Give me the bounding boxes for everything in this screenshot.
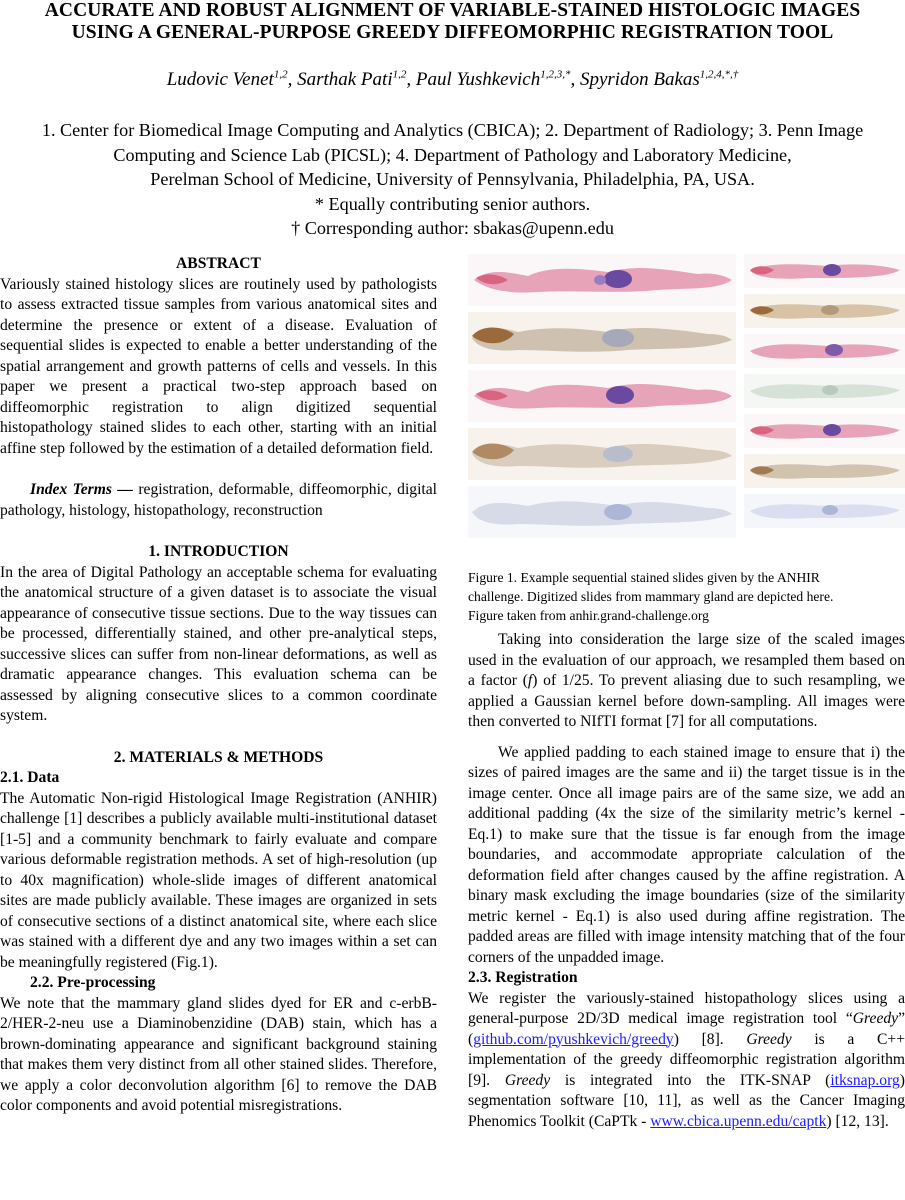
author: Paul Yushkevich$^{1,2,3,*}$,: [415, 68, 580, 90]
slide-row-dab-2: [468, 428, 736, 480]
resampling-paragraph: Taking into consideration the large size of the scaled images used in the evaluation of our approach, we resampled them based on a factor (f) of 1/25. To prevent aliasing due to such resampling, we applied a Gaussian kernel before down-sampling. All images were then converted to NIfTI format [7] for all computations.: [468, 631, 905, 730]
itksnap-link[interactable]: itksnap.org: [830, 1071, 900, 1089]
intro-heading: 1. INTRODUCTION: [148, 543, 289, 560]
index-terms-text: registration, deformable, diffeomorphic, digital pathology, histology, histopathology, reconstruction: [0, 481, 437, 519]
affiliation-line: Perelman School of Medicine, University of Pennsylvania, Philadelphia, PA, USA.: [150, 169, 755, 190]
captk-link[interactable]: www.cbica.upenn.edu/captk: [650, 1112, 827, 1130]
slide-thumb-he-2: [744, 334, 905, 368]
right-column: [468, 630, 905, 1132]
preproc-text: We note that the mammary gland slides dyed for ER and c-erbB-2/HER-2-neu use a Diaminobenzidine (DAB) stain, which has a brown-dominating appearance and significant background staining that makes them very distinct from all other stained slides. Therefore, we apply a color deconvolution algorithm [6] to remove the DAB color components and avoid potential misregistrations.: [0, 994, 437, 1114]
affiliation-line: Computing and Science Lab (PICSL); 4. Department of Pathology and Laboratory Medicine,: [113, 144, 792, 165]
figure-1-caption: [468, 568, 905, 625]
author: Sarthak Pati$^{1,2}$,: [297, 68, 416, 90]
left-column: [0, 254, 437, 1117]
abstract-text: Variously stained histology slices are routinely used by pathologists to assess extracted tissue samples from various anatomical sites and determine the presence or extent of a disease. Evaluation of sequential slides is expected to enable a better understanding of the spatial arrangement and growth patterns of cells and vessels. In this paper we present a practical two-step approach based on diffeomorphic registration to align digitized sequential histopathology stained slides to each other, starting with an initial affine step followed by the estimation of a detailed deformation field.: [0, 275, 437, 457]
slide-thumb-dab-2: [744, 454, 905, 488]
slide-thumb-faint-green: [744, 374, 905, 408]
intro-text: In the area of Digital Pathology an acceptable schema for evaluating the anatomical structure of a given dataset is to associate the visual appearance of consecutive tissue sections. Due to the way tissues can be processed, differentially stained, and other pre-analytical steps, successive slices can suffer from non-linear deformations, as well as dramatic appearance changes. This evaluation schema can be assessed by aligning consecutive slices to a common coordinate system.: [0, 563, 437, 724]
slide-row-faint-1: [468, 486, 736, 538]
affiliations: [0, 118, 905, 241]
data-heading: 2.1. Data: [0, 769, 60, 786]
slide-thumb-he: [744, 254, 905, 288]
slide-thumb-he-3: [744, 414, 905, 448]
slide-thumb-dab: [744, 294, 905, 328]
author: Ludovic Venet$^{1,2}$,: [166, 68, 298, 90]
caption-line: Figure 1. Example sequential stained slides given by the ANHIR: [468, 570, 820, 585]
figure-1-slides: [468, 250, 905, 548]
registration-paragraph: We register the variously-stained histopathology slices using a general-purpose 2D/3D medical image registration tool “Greedy” (github.com/pyushkevich/greedy) [8]. Greedy is a C++ implementation of the greedy diffeomorphic registration algorithm [9]. Greedy is integrated into the ITK-SNAP (itksnap.org) segmentation software [10, 11], as well as the Cancer Imaging Phenomics Toolkit (CaPTk - www.cbica.upenn.edu/captk) [12, 13].: [468, 989, 905, 1130]
slide-thumb-faint-blue: [744, 494, 905, 528]
paper-title: [0, 0, 905, 44]
author-list: [0, 68, 905, 92]
caption-line: Figure taken from anhir.grand-challenge.org: [468, 608, 709, 623]
title-line-2: USING A GENERAL-PURPOSE GREEDY DIFFEOMORPHIC REGISTRATION TOOL: [71, 22, 834, 43]
slide-row-he-1: [468, 254, 736, 306]
affiliation-line: * Equally contributing senior authors.: [314, 193, 591, 214]
abstract-heading: ABSTRACT: [176, 255, 261, 272]
slide-row-dab-1: [468, 312, 736, 364]
registration-heading: 2.3. Registration: [468, 969, 578, 986]
title-line-1: ACCURATE AND ROBUST ALIGNMENT OF VARIABLE-STAINED HISTOLOGIC IMAGES: [44, 0, 861, 21]
index-terms: [0, 480, 437, 521]
caption-line: challenge. Digitized slides from mammary gland are depicted here.: [468, 589, 834, 604]
data-text: The Automatic Non-rigid Histological Image Registration (ANHIR) challenge [1] describes a publicly available multi-institutional dataset [1-5] and a community benchmark to fairly evaluate and compare various deformable registration methods. A set of high-resolution (up to 40x magnification) whole-slide images of different anatomical sites are made publicly available. These images are organized in sets of consecutive sections of a distinct anatomical site, where each slice was stained with a different dye and any two images within a set can be meaningfully registered (Fig.1).: [0, 789, 437, 971]
index-terms-label: Index Terms —: [30, 481, 133, 498]
preproc-heading: 2.2. Pre-processing: [30, 974, 156, 991]
slide-row-he-2: [468, 370, 736, 422]
greedy-github-link[interactable]: github.com/pyushkevich/greedy: [473, 1030, 674, 1048]
padding-paragraph: We applied padding to each stained image to ensure that i) the sizes of paired images are the same and ii) the target tissue is in the image center. Once all image pairs are of the same size, we add an additional padding (4x the size of the similarity metric’s kernel - Eq.1) to make sure that the tissue is far enough from the image boundaries, and accommodate appropriate calculation of the deformation field after changes caused by the affine registration. A binary mask excluding the image boundaries (size of the similarity metric kernel - Eq.1) is also used during affine registration. The padded areas are filled with image intensity matching that of the four corners of the unpadded image.: [468, 743, 905, 966]
author: Spyridon Bakas$^{1,2,4,*,\dagger}$: [579, 68, 739, 90]
methods-heading: 2. MATERIALS & METHODS: [113, 748, 324, 766]
affiliation-line: 1. Center for Biomedical Image Computing and Analytics (CBICA); 2. Department of Radiology; 3. Penn Image: [41, 120, 864, 140]
corresponding-author: † Corresponding author: sbakas@upenn.edu: [291, 218, 614, 239]
